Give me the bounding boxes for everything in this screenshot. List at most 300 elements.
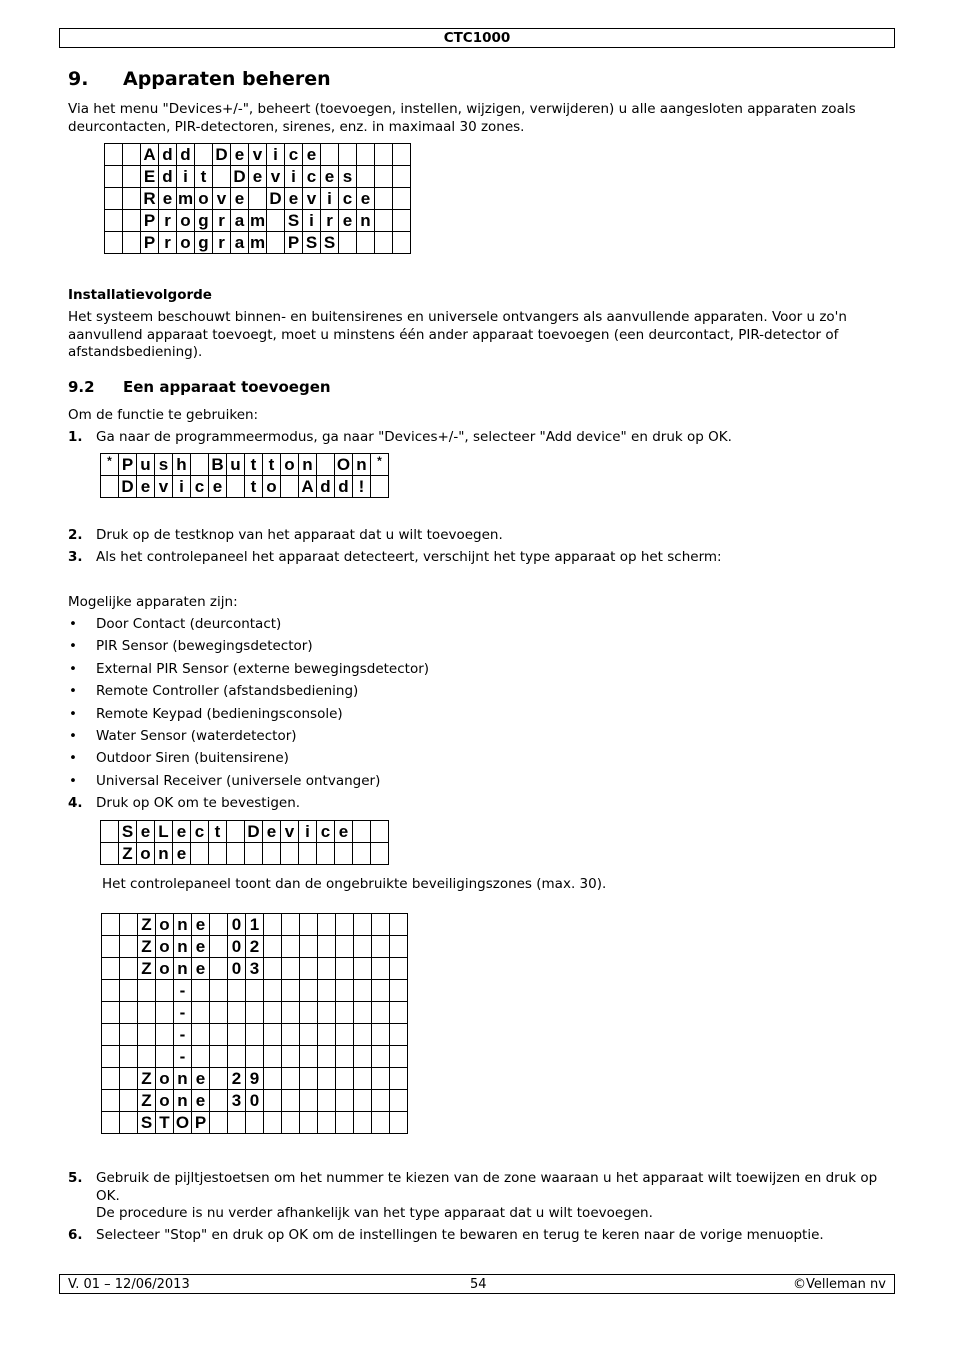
lcd-cell [375,232,393,254]
lcd-row [102,1002,408,1024]
lcd-cell: m [249,211,266,230]
lcd-cell [300,1024,318,1046]
lcd-row [102,914,408,936]
lcd-row [101,454,389,476]
lcd-cell: t [245,454,263,476]
lcd-cell [213,166,231,188]
list-item [68,683,358,701]
lcd-cell [372,958,390,980]
list-item [68,750,289,768]
subsection-heading [68,378,331,396]
lcd-cell: S [119,821,137,843]
lcd-cell: S [285,210,303,232]
lcd-cell: u [227,454,245,476]
lcd-cell: e [173,843,191,865]
lcd-cell [318,1068,336,1090]
lcd-cell [354,958,372,980]
lcd-cell [227,821,245,843]
lcd-cell [101,476,119,498]
install-heading: Installatievolgorde [68,287,212,303]
lcd-cell: r [159,232,177,254]
lcd-cell [123,166,141,188]
lcd-cell [192,1024,210,1046]
lcd-cell [375,210,393,232]
lcd-cell [210,1002,228,1024]
lcd-cell: A [299,476,317,498]
lcd-cell [263,843,281,865]
lcd-cell: 0 [228,958,246,980]
lcd-cell: e [192,914,210,936]
lcd-cell: 0 [246,1090,264,1112]
device-name: PIR Sensor (bewegingsdetector) [96,638,313,654]
list-item [68,661,429,679]
footer-page-number: 54 [470,1277,487,1292]
lcd-cell: 9 [246,1068,264,1090]
lcd-cell [120,958,138,980]
lcd-cell [300,980,318,1002]
lcd-cell: Z [138,958,156,980]
lcd-cell [102,1046,120,1068]
lcd-cell [393,144,411,166]
lcd-cell: o [263,476,281,498]
step-1 [68,429,883,447]
intro-paragraph: Via het menu "Devices+/-", beheert (toevoegen, instellen, wijzigen, verwijderen) u alle aangesloten apparaten zoals deurcontacten, PIR-detectoren, sirenes, enz. in maximaal 30 zones. [68,101,856,135]
lcd-cell [246,980,264,1002]
device-name: Universal Receiver (universele ontvanger) [96,773,381,789]
lcd-cell: D [231,166,249,188]
lcd-cell [372,936,390,958]
lcd-cell: e [357,188,375,210]
lcd-cell: o [156,936,174,958]
lcd-row [102,936,408,958]
lcd-cell [138,1046,156,1068]
lcd-cell [354,1090,372,1112]
list-item [68,728,297,746]
lcd-cell: L [155,821,173,843]
step-number: 6. [68,1227,83,1243]
lcd-cell [210,1024,228,1046]
lcd-cell: v [213,188,231,210]
lcd-cell [264,980,282,1002]
lcd-cell [102,1068,120,1090]
step-text: Druk op OK om te bevestigen. [96,795,301,811]
lcd-cell: e [137,821,155,843]
lcd-cell [102,980,120,1002]
lcd-cell [300,1112,318,1134]
lcd-cell: n [174,936,192,958]
lcd-row [101,821,389,843]
lcd-cell [372,1046,390,1068]
lcd-cell: d [317,476,335,498]
list-item [68,638,313,656]
lcd-cell [105,232,123,254]
lcd-cell: i [285,166,303,188]
lcd-cell [335,843,353,865]
step-number: 2. [68,527,83,543]
lcd-cell: S [321,232,339,254]
lcd-cell [321,144,339,166]
lcd-cell [282,1112,300,1134]
list-item [68,706,343,724]
lcd-cell [317,843,335,865]
lcd-cell [353,821,371,843]
lcd-cell [120,980,138,1002]
lcd-cell: c [317,821,335,843]
lcd-cell: i [321,188,339,210]
lcd-cell [264,936,282,958]
lcd-cell [393,188,411,210]
lcd-cell: e [173,821,191,843]
lcd-cell: n [155,843,173,865]
lcd-cell [390,958,408,980]
lcd-cell [156,1046,174,1068]
lcd-cell: A [141,144,159,166]
lcd-cell [372,1068,390,1090]
device-name: Remote Controller (afstandsbediening) [96,683,359,699]
lcd-cell: v [281,821,299,843]
lcd-cell [393,232,411,254]
lcd-cell: n [357,210,375,232]
lcd-cell: a [231,232,249,254]
subsection-number: 9.2 [68,378,95,396]
lcd-cell [281,843,299,865]
lcd-cell: e [192,1090,210,1112]
lcd-cell: o [156,914,174,936]
lcd-cell: D [245,821,263,843]
lcd-cell [120,936,138,958]
lcd-cell: r [213,232,231,254]
lcd-cell [300,1046,318,1068]
lcd-cell [390,1046,408,1068]
lcd-cell [138,980,156,1002]
lcd-cell [318,980,336,1002]
device-name: Water Sensor (waterdetector) [96,728,297,744]
lcd-cell [282,1046,300,1068]
lcd-cell: Z [119,843,137,865]
lcd-cell: i [299,821,317,843]
lcd-cell [282,980,300,1002]
lcd-cell [300,914,318,936]
bullet-icon: • [69,750,77,766]
lcd-cell [375,166,393,188]
lcd-cell: R [141,188,159,210]
lcd-cell: m [177,189,194,208]
lcd-row [101,476,389,498]
devices-intro: Mogelijke apparaten zijn: [68,594,238,610]
lcd-cell: D [267,188,285,210]
lcd-cell [123,144,141,166]
lcd-cell: v [267,166,285,188]
lcd-cell: a [231,210,249,232]
usage-text: Om de functie te gebruiken: [68,407,259,423]
lcd-cell: d [159,144,177,166]
device-name: External PIR Sensor (externe bewegingsdetector) [96,661,430,677]
lcd-cell: c [285,144,303,166]
lcd-cell [264,1024,282,1046]
lcd-cell [101,821,119,843]
lcd-cell [318,1112,336,1134]
lcd-cell: e [159,188,177,210]
lcd-cell [123,210,141,232]
lcd-cell: P [192,1112,210,1134]
step-5 [68,1170,883,1223]
step-4 [68,795,883,813]
page-footer [59,1274,895,1294]
lcd-cell: m [249,233,266,252]
lcd-cell [282,936,300,958]
lcd-cell: i [173,476,191,498]
lcd-cell: 3 [246,958,264,980]
lcd-cell [264,958,282,980]
lcd-cell [192,980,210,1002]
lcd-cell [393,166,411,188]
lcd-cell: T [156,1112,174,1134]
lcd-cell [354,936,372,958]
lcd-cell [318,936,336,958]
step-number: 1. [68,429,83,445]
lcd-cell [246,1112,264,1134]
lcd-cell: * [371,454,389,476]
bullet-icon: • [69,683,77,699]
lcd-cell [300,936,318,958]
lcd-cell: Z [138,936,156,958]
lcd-cell: d [335,476,353,498]
lcd-cell: i [303,210,321,232]
bullet-icon: • [69,706,77,722]
subsection-title: Een apparaat toevoegen [123,378,331,396]
lcd-cell [156,980,174,1002]
lcd-cell: 1 [246,914,264,936]
lcd-cell [264,1112,282,1134]
lcd-cell: - [174,1046,192,1068]
lcd-cell: e [339,210,357,232]
lcd-cell [191,454,209,476]
lcd-cell: d [177,144,195,166]
lcd-cell [318,958,336,980]
lcd-cell [354,980,372,1002]
lcd-cell: o [156,1068,174,1090]
lcd-row [102,1090,408,1112]
lcd-cell [105,144,123,166]
lcd-cell: t [263,454,281,476]
lcd-row [102,1068,408,1090]
lcd-cell: e [209,476,227,498]
lcd-cell [102,914,120,936]
lcd-cell: D [213,144,231,166]
lcd-cell [336,980,354,1002]
push-button-lcd-screen [100,453,389,498]
lcd-cell: o [177,210,195,232]
lcd-cell [371,821,389,843]
lcd-cell [102,1112,120,1134]
lcd-cell: P [141,232,159,254]
step-text: Gebruik de pijltjestoetsen om het nummer te kiezen van de zone waaraan u het apparaat wilt toewijzen en druk op OK. [96,1170,878,1204]
device-name: Remote Keypad (bedieningsconsole) [96,706,343,722]
lcd-cell [246,1046,264,1068]
lcd-cell [299,843,317,865]
lcd-cell [390,936,408,958]
lcd-cell: e [263,821,281,843]
lcd-cell [156,1002,174,1024]
lcd-cell [390,980,408,1002]
header-title: CTC1000 [443,30,511,46]
lcd-cell: s [339,166,357,188]
lcd-cell: v [155,476,173,498]
lcd-cell: c [339,188,357,210]
lcd-cell [120,1068,138,1090]
lcd-cell: S [303,232,321,254]
lcd-cell [246,1024,264,1046]
lcd-cell [210,1046,228,1068]
lcd-cell [336,1002,354,1024]
lcd-cell: 0 [228,936,246,958]
lcd-cell [105,188,123,210]
lcd-cell: O [335,454,353,476]
lcd-cell [393,210,411,232]
lcd-cell: * [101,454,119,476]
bullet-icon: • [69,728,77,744]
lcd-cell: t [245,476,263,498]
lcd-cell [354,1068,372,1090]
lcd-cell [228,980,246,1002]
lcd-cell: Z [138,1068,156,1090]
lcd-cell [354,1002,372,1024]
lcd-cell [156,1024,174,1046]
lcd-cell: o [137,843,155,865]
lcd-row [102,1112,408,1134]
lcd-cell [192,1002,210,1024]
lcd-cell [336,1068,354,1090]
footer-version: V. 01 – 12/06/2013 [68,1277,190,1292]
lcd-row [102,1024,408,1046]
lcd-cell [227,476,245,498]
lcd-cell [120,1024,138,1046]
lcd-cell [210,1068,228,1090]
lcd-cell [300,1002,318,1024]
lcd-cell [300,958,318,980]
lcd-cell: e [137,476,155,498]
list-item [68,616,281,634]
lcd-cell: - [174,980,192,1002]
lcd-cell [372,914,390,936]
lcd-cell: i [177,166,195,188]
section-title: Apparaten beheren [123,68,331,90]
lcd-cell [210,914,228,936]
lcd-cell [264,1068,282,1090]
lcd-row [105,144,411,166]
lcd-cell [282,1002,300,1024]
lcd-cell: Z [138,914,156,936]
lcd-cell [318,1024,336,1046]
lcd-cell [120,1112,138,1134]
lcd-cell [390,914,408,936]
lcd-cell [339,232,357,254]
lcd-cell: P [285,232,303,254]
lcd-cell: e [231,144,249,166]
lcd-cell [372,1024,390,1046]
lcd-cell: i [267,144,285,166]
lcd-cell [318,1090,336,1112]
lcd-cell [282,914,300,936]
lcd-row [105,232,411,254]
lcd-cell [246,1002,264,1024]
lcd-cell [264,1090,282,1112]
lcd-cell [210,958,228,980]
lcd-cell: s [155,454,173,476]
lcd-cell [120,1046,138,1068]
lcd-cell [336,1046,354,1068]
lcd-cell [282,1090,300,1112]
lcd-cell [123,232,141,254]
lcd-cell [354,1024,372,1046]
lcd-cell: 2 [228,1068,246,1090]
lcd-cell: - [174,1002,192,1024]
step-text: Druk op de testknop van het apparaat dat u wilt toevoegen. [96,527,503,543]
lcd-cell [101,843,119,865]
lcd-cell: g [195,232,213,254]
lcd-row [105,188,411,210]
lcd-cell: P [119,454,137,476]
lcd-cell: o [156,958,174,980]
lcd-cell [372,1002,390,1024]
lcd-row [105,210,411,232]
lcd-cell: d [159,166,177,188]
lcd-cell [123,188,141,210]
lcd-cell [281,476,299,498]
lcd-row [102,980,408,1002]
lcd-cell: E [141,166,159,188]
lcd-cell: r [213,210,231,232]
lcd-cell: Z [138,1090,156,1112]
lcd-cell [336,936,354,958]
lcd-cell [210,1090,228,1112]
lcd-row [102,1046,408,1068]
section-number: 9. [68,68,89,90]
lcd-cell: o [156,1090,174,1112]
lcd-cell: t [209,821,227,843]
lcd-cell: n [174,914,192,936]
lcd-cell [267,232,285,254]
lcd-cell: e [249,166,267,188]
lcd-row [102,958,408,980]
step-2 [68,527,883,545]
lcd-cell: v [249,144,267,166]
lcd-cell: e [192,958,210,980]
bullet-icon: • [69,661,77,677]
lcd-row [105,166,411,188]
select-device-lcd-screen [100,820,389,865]
lcd-cell [210,1112,228,1134]
lcd-cell [353,843,371,865]
lcd-cell [105,166,123,188]
device-name: Outdoor Siren (buitensirene) [96,750,289,766]
lcd-cell [318,1002,336,1024]
lcd-cell: t [195,166,213,188]
lcd-cell [336,1090,354,1112]
lcd-cell: n [174,958,192,980]
lcd-cell: S [138,1112,156,1134]
install-paragraph: Het systeem beschouwt binnen- en buitensirenes en universele ontvangers als aanvullende apparaten. Voor u zo'n aanvullend apparaat toevoegt, moet u minstens één ander apparaat toevoegen (een deurcontact, PIR-detector of afstandsbediening). [68,309,847,360]
lcd-cell: 3 [228,1090,246,1112]
lcd-cell [317,454,335,476]
lcd-cell: r [159,210,177,232]
lcd-cell [390,1024,408,1046]
step-3 [68,549,883,567]
lcd-cell: P [141,210,159,232]
lcd-cell [228,1002,246,1024]
lcd-cell [210,936,228,958]
bullet-icon: • [69,616,77,632]
